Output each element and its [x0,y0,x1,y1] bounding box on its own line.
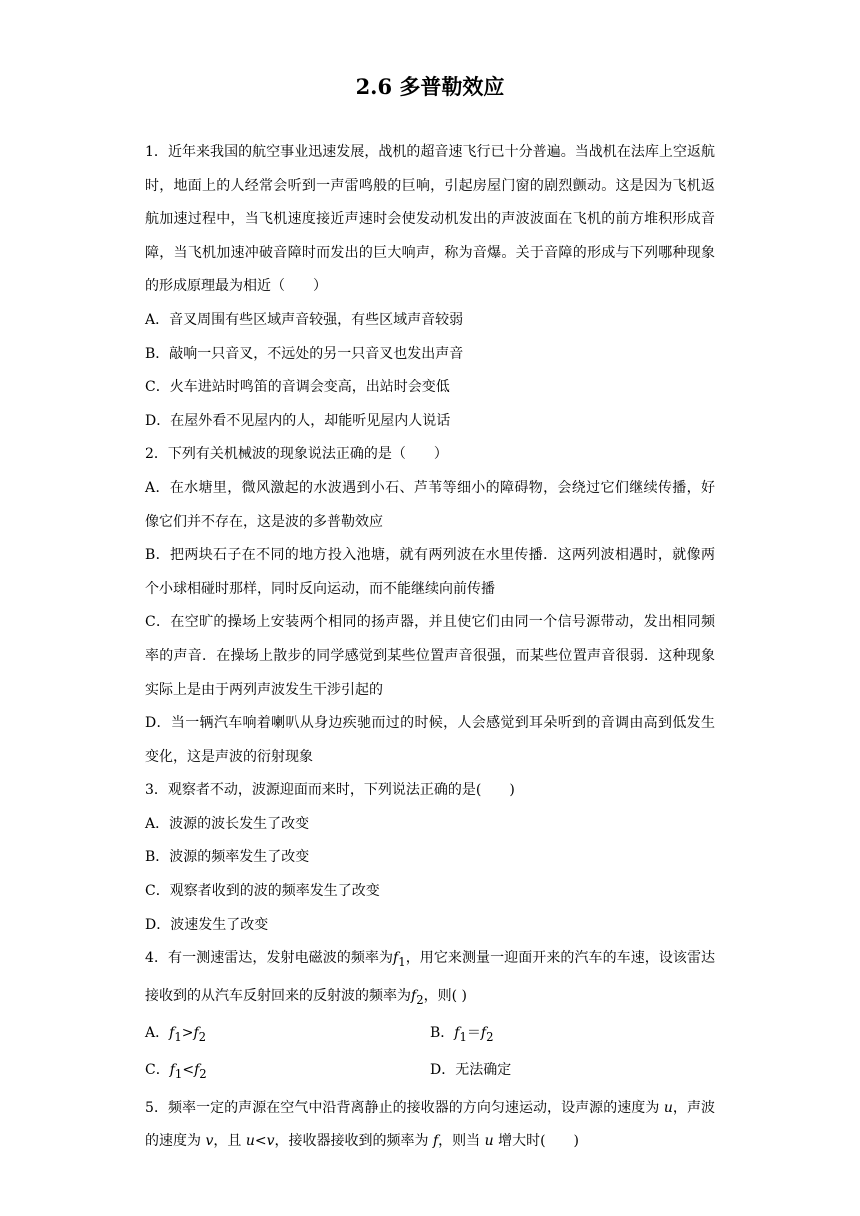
frequency-symbol: f [193,1025,199,1042]
question-4-option-b [430,1017,715,1054]
option-prefix: C． [145,1062,170,1079]
question-5-stem-part-2: ，声波的速度为 [145,1099,716,1150]
frequency-symbol: f [194,1062,200,1079]
source-speed-symbol: u [484,1133,494,1150]
question-1-option-a: A．音叉周围有些区域声音较强，有些区域声音较弱 [145,311,464,328]
question-2-option-c: C．在空旷的操场上安装两个相同的扬声器，并且使它们由同一个信号源带动，发出相同频率的声音．在操场上散步的同学感觉到某些位置声音很强，而某些位置声音很弱．这种现象实际上是由于两列声波发生干涉引起的 [145,614,715,698]
question-2-option-a: A．在水塘里，微风激起的水波遇到小石、芦苇等细小的障碍物，会绕过它们继续传播，好像它们并不存在，这是波的多普勒效应 [145,479,715,530]
page-title: 2.6 多普勒效应 [355,74,505,99]
subscript-2: 2 [486,1029,494,1044]
frequency-symbol: f [454,1025,460,1042]
subscript-2: 2 [199,1067,207,1082]
subscript-1: 1 [174,1067,183,1082]
question-4-stem-part-1: 4．有一测速雷达，发射电磁波的频率为 [145,950,394,967]
question-3-option-d: D．波速发生了改变 [145,916,269,933]
question-2-option-b: B．把两块石子在不同的地方投入池塘，就有两列波在水里传播．这两列波相遇时，就像两个小球相碰时那样，同时反向运动，而不能继续向前传播 [145,547,715,597]
wave-speed-symbol: v [205,1133,214,1150]
question-list [145,136,715,1159]
subscript-1: 1 [398,955,406,970]
source-speed-symbol: u [663,1099,673,1116]
subscript-1: 1 [174,1029,182,1044]
question-5-stem-part-5: ，则当 [438,1133,485,1150]
option-prefix: A． [145,1025,170,1042]
question-2-option-d: D．当一辆汽车响着喇叭从身边疾驰而过的时候，人会感觉到耳朵听到的音调由高到低发生变化，这是声波的衍射现象 [145,715,715,765]
question-3-option-c: C．观察者收到的波的频率发生了改变 [145,883,380,900]
question-5-stem-part-6: 增大时( ) [493,1133,580,1150]
question-4-option-d: D．无法确定 [430,1062,512,1079]
comparison-operator: < [182,1062,195,1079]
question-4-stem [145,942,715,1017]
frequency-symbol: f [411,987,417,1004]
question-5-stem [145,1092,715,1159]
comparison-operator: ＝ [466,1025,481,1042]
source-speed-symbol: u [245,1133,255,1150]
subscript-2: 2 [198,1029,207,1044]
question-5-stem-part-3: ，且 [213,1133,246,1150]
question-5-stem-part-4: ，接收器接收到的频率为 [274,1133,433,1150]
frequency-symbol: f [432,1133,439,1150]
comparison-operator: > [181,1025,194,1042]
question-5-stem-part-1: 5．频率一定的声源在空气中沿背离静止的接收器的方向匀速运动，设声源的速度为 [145,1099,664,1116]
question-1-stem: 1．近年来我国的航空事业迅速发展，战机的超音速飞行已十分普遍。当战机在法库上空返航时，地面上的人经常会听到一声雷鸣般的巨响，引起房屋门窗的剧烈颤动。这是因为飞机返航加速过程中，当飞机速度接近声速时会使发动机发出的声波波面在飞机的前方堆积形成音障，当飞机加速冲破音障时而发出的巨大响声，称为音爆。关于音障的形成与下列哪种现象的形成原理最为相近（ ） [145,144,715,295]
question-1-option-d: D．在屋外看不见屋内的人，却能听见屋内人说话 [145,412,451,429]
wave-speed-symbol: v [266,1133,275,1150]
question-4-options-row-1 [145,1017,715,1054]
frequency-symbol: f [169,1062,175,1079]
question-4-option-a [145,1017,430,1054]
subscript-2: 2 [416,992,424,1007]
question-2-stem: 2．下列有关机械波的现象说法正确的是（ ） [145,446,448,463]
option-prefix: B． [430,1025,455,1042]
question-4-option-c [145,1054,430,1091]
comparison-operator: < [254,1133,267,1150]
question-1-option-b: B．敲响一只音叉，不远处的另一只音叉也发出声音 [145,345,464,362]
question-4-stem-part-3: ，则( ) [423,987,467,1004]
question-4-options-row-2 [145,1054,715,1091]
subscript-1: 1 [459,1029,467,1044]
question-3-option-b: B．波源的频率发生了改变 [145,849,310,866]
question-3-option-a: A．波源的波长发生了改变 [145,815,310,832]
frequency-symbol: f [169,1025,175,1042]
frequency-symbol: f [480,1025,487,1042]
question-1-option-c: C．火车进站时鸣笛的音调会变高，出站时会变低 [145,379,450,396]
frequency-symbol: f [393,950,399,967]
question-3-stem: 3．观察者不动，波源迎面而来时，下列说法正确的是( ) [145,782,515,799]
question-4-stem-part-2: ，用它来测量一迎面开来的汽车的车速，设该雷达接收到的从汽车反射回来的反射波的频率为 [145,950,716,1004]
